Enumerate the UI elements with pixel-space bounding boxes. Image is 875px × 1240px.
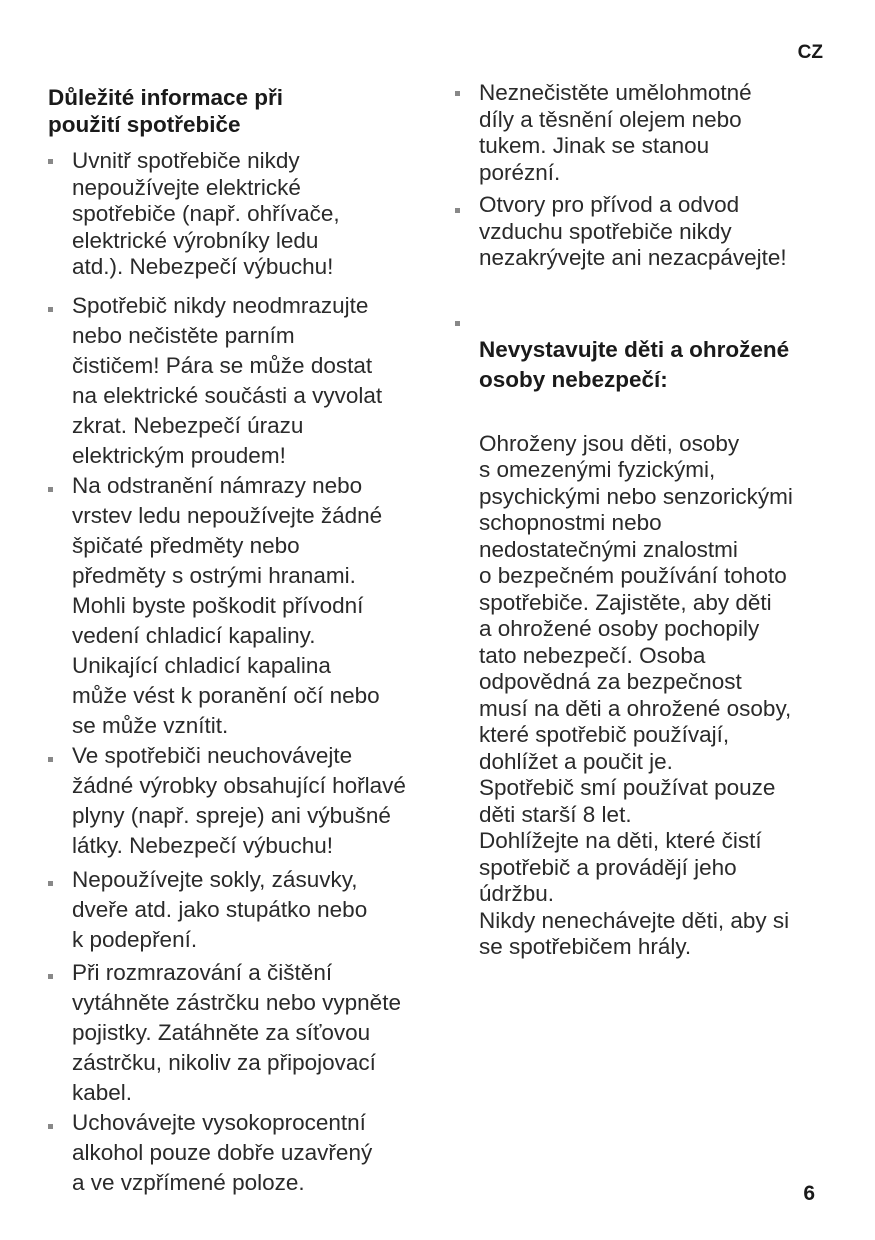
right-column [455,80,855,961]
section-heading: Důležité informace při použití spotřebiče [48,85,284,137]
list-item [455,192,855,272]
page-number: 6 [803,1182,815,1205]
list-item-text: Spotřebič nikdy neodmrazujte nebo nečistěte parním čističem! Pára se může dostat na elektrické součásti a vyvolat zkrat. Nebezpečí úrazu elektrickým proudem! [72,292,383,468]
bullet-icon [455,91,460,96]
bullet-icon [48,974,53,979]
list-item-text: Na odstranění námrazy nebo vrstev ledu nepoužívejte žádné špičaté předměty nebo předměty s ostrými hranami. Mohli byste poškodit přívodní vedení chladicí kapaliny. Unikající chladicí kapalina může vést k poranění očí nebo se může vznítit. [72,472,383,738]
list-item-text: Ve spotřebiči neuchovávejte žádné výrobky obsahující hořlavé plyny (např. spreje) ani výbušné látky. Nebezpečí výbuchu! [72,742,406,858]
safety-list-1 [48,148,448,281]
list-item-text: Nepoužívejte sokly, zásuvky, dveře atd. jako stupátko nebo k podepření. [72,866,368,952]
list-item [48,291,448,471]
list-item [455,80,855,186]
list-item [48,471,448,741]
bullet-icon [48,159,53,164]
bullet-icon [455,321,460,326]
list-item-text: Při rozmrazování a čištění vytáhněte zástrčku nebo vypněte pojistky. Zatáhněte za síťovou zástrčku, nikoliv za připojovací kabel. [72,959,401,1105]
bullet-icon [48,1124,53,1129]
left-column [48,84,448,1198]
safety-list-3 [455,80,855,272]
bullet-icon [48,307,53,312]
list-item [48,741,448,861]
children-safety-paragraph: Ohroženy jsou děti, osoby s omezenými fyzickými, psychickými nebo senzorickými schopnostmi nebo nedostatečnými znalostmi o bezpečném používání tohoto spotřebiče. Zajistěte, aby děti a ohrožené osoby pochopily tato nebezpečí. Osoba odpovědná za bezpečnost musí na děti a ohrožené osoby, které spotřebič používají, dohlížet a poučit je. Spotřebič smí používat pouze děti starší 8 let. Dohlížejte na děti, které čistí spotřebič a provádějí jeho údržbu. Nikdy nenechávejte děti, aby si se spotřebičem hrály. [479,430,793,959]
list-item-text: Uvnitř spotřebiče nikdy nepoužívejte elektrické spotřebiče (např. ohřívače, elektrické výrobníky ledu atd.). Nebezpečí výbuchu! [72,148,340,279]
list-item [48,865,448,955]
list-item [48,958,448,1108]
bullet-icon [48,487,53,492]
bullet-icon [455,208,460,213]
hazard-heading-text: Nevystavujte děti a ohrožené osoby nebezpečí: [479,336,790,392]
safety-list-2 [48,291,448,1198]
bullet-icon [48,757,53,762]
hazard-heading [455,305,855,395]
list-item [48,1108,448,1198]
list-item-text: Uchovávejte vysokoprocentní alkohol pouze dobře uzavřený a ve vzpřímené poloze. [72,1109,373,1195]
language-code: CZ [797,42,823,63]
bullet-icon [48,881,53,886]
list-item [48,148,448,281]
list-item-text: Otvory pro přívod a odvod vzduchu spotřebiče nikdy nezakrývejte ani nezacpávejte! [479,192,787,270]
list-item-text: Neznečistěte umělohmotné díly a těsnění olejem nebo tukem. Jinak se stanou porézní. [479,80,752,185]
